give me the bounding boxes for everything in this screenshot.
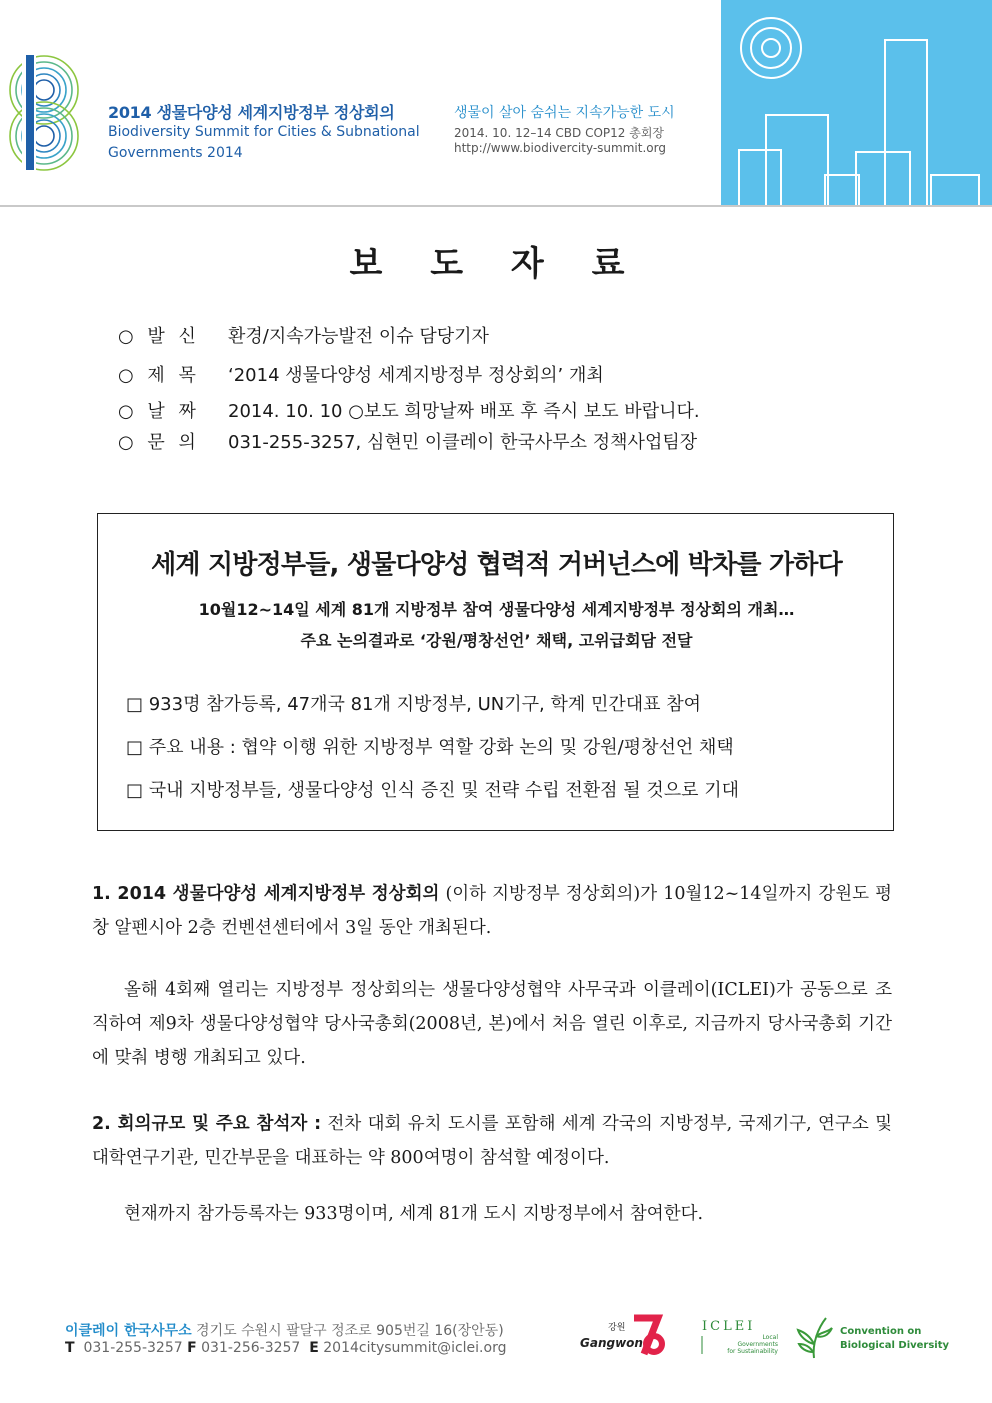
- section-heading-2: 2. 회의규모 및 주요 참석자 :: [92, 1114, 322, 1134]
- page-header: [0, 0, 992, 206]
- svg-text:for Sustainability: for Sustainability: [727, 1348, 778, 1355]
- svg-text:Biological Diversity: Biological Diversity: [840, 1340, 950, 1351]
- body-paragraph-1: 1. 2014 생물다양성 세계지방정부 정상회의 (이하 지방정부 정상회의)가 10월12~14일까지 강원도 평창 알펜시아 2층 컨벤션센터에서 3일 동안 개최된다.: [92, 884, 892, 938]
- meta-subject: ○ 제 목 ‘2014 생물다양성 세계지방정부 정상회의’ 개최: [118, 365, 604, 386]
- footer-phone: 031-255-3257: [83, 1340, 183, 1356]
- body-paragraph-3: 2. 회의규모 및 주요 참석자 : 전차 대회 유치 도시를 포함해 세계 각국의 지방정부, 국제기구, 연구소 및 대학연구기관, 민간부문을 대표하는 약 800여명이 참석할 예정이다.: [92, 1114, 892, 1168]
- section-heading-1: 1. 2014 생물다양성 세계지방정부 정상회의: [92, 884, 440, 904]
- city-skyline-graphic: [721, 0, 992, 206]
- summit-slogan: 생물이 살아 숨쉬는 지속가능한 도시: [454, 105, 675, 121]
- summit-title-korean: 2014 생물다양성 세계지방정부 정상회의: [108, 103, 395, 122]
- summit-date-venue: 2014. 10. 12–14 CBD COP12 총회장: [454, 126, 665, 140]
- body-paragraph-2: 올해 4회째 열리는 지방정부 정상회의는 생물다양성협약 사무국과 이클레이(ICLEI)가 공동으로 조직하여 제9차 생물다양성협약 당사국총회(2008년, 본)에서 처음 열린 이후로, 지금까지 당사국총회 기간에 맞춰 병행 개최되고 있다.: [92, 980, 892, 1068]
- footer-address: 경기도 수원시 팔달구 정조로 905번길 16(장안동): [191, 1323, 504, 1339]
- svg-text:Governments: Governments: [737, 1341, 778, 1348]
- footer-contact: T 031-255-3257 F 031-256-3257 E 2014citysummit@iclei.org: [65, 1340, 507, 1356]
- summit-website-link[interactable]: http://www.biodivercity-summit.org: [454, 141, 666, 155]
- summary-bullet: □ 주요 내용 : 협약 이행 위한 지방정부 역할 강화 논의 및 강원/평창선언 채택: [126, 737, 734, 758]
- summary-bullet: □ 933명 참가등록, 47개국 81개 지방정부, UN기구, 학계 민간대표 참여: [126, 694, 702, 715]
- subheadline: 10월12~14일 세계 81개 지방정부 참여 생물다양성 세계지방정부 정상회의 개최…: [198, 600, 795, 619]
- meta-date: ○ 날 짜 2014. 10. 10 ○보도 희망날짜 배포 후 즉시 보도 바랍니다.: [118, 401, 700, 422]
- summary-box: [97, 513, 894, 831]
- cbd-logo-icon: [796, 1314, 950, 1360]
- summit-logo-icon: [22, 50, 102, 175]
- svg-text:Convention on: Convention on: [840, 1326, 922, 1337]
- summary-bullet: □ 국내 지방정부들, 생물다양성 인식 증진 및 전략 수립 전환점 될 것으로 기대: [126, 780, 740, 801]
- footer-email[interactable]: 2014citysummit@iclei.org: [323, 1340, 507, 1356]
- body-paragraph-4: 현재까지 참가등록자는 933명이며, 세계 81개 도시 지방정부에서 참여한다.: [124, 1204, 704, 1224]
- header-divider: [0, 205, 992, 207]
- footer-fax: 031-256-3257: [201, 1340, 301, 1356]
- summit-title-english: Biodiversity Summit for Cities & Subnational: [108, 124, 420, 140]
- iclei-logo-icon: [700, 1316, 780, 1358]
- document-title: 보 도 자 료: [349, 244, 643, 284]
- svg-text:ICLEI: ICLEI: [702, 1319, 756, 1334]
- svg-text:Gangwon: Gangwon: [580, 1336, 643, 1350]
- svg-text:Local: Local: [762, 1334, 778, 1341]
- subheadline-2: 주요 논의결과로 ‘강원/평창선언’ 채택, 고위급회담 전달: [300, 631, 693, 650]
- meta-sender: ○ 발 신 환경/지속가능발전 이슈 담당기자: [118, 326, 489, 347]
- meta-contact: ○ 문 의 031-255-3257, 심현민 이클레이 한국사무소 정책사업팀장: [118, 432, 698, 453]
- headline: 세계 지방정부들, 생물다양성 협력적 거버넌스에 박차를 가하다: [151, 550, 842, 580]
- svg-text:강원: 강원: [608, 1323, 626, 1333]
- footer-organization: 이클레이 한국사무소 경기도 수원시 팔달구 정조로 905번길 16(장안동): [65, 1323, 504, 1339]
- summit-title-english-line2: Governments 2014: [108, 145, 243, 161]
- gangwon-logo-icon: [578, 1314, 668, 1358]
